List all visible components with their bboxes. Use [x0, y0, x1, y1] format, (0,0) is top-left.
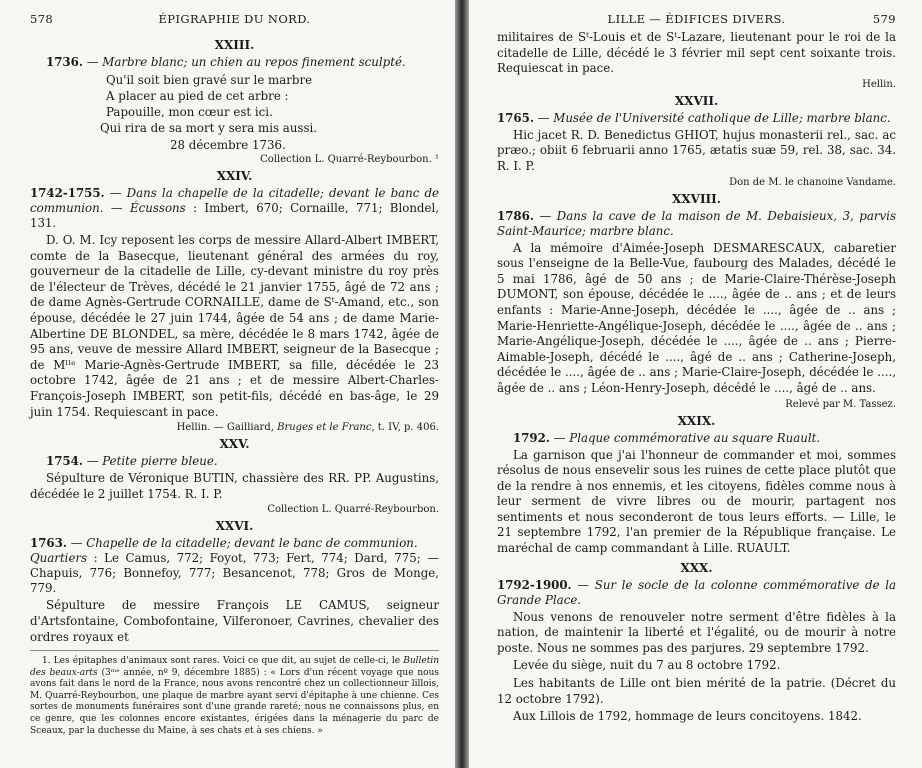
source-credit: Relevé par M. Tassez.	[785, 398, 896, 410]
section-xxviii	[497, 192, 896, 410]
entry-description: Petite pierre bleue.	[102, 454, 218, 469]
journal-title: Bulletin des beaux-arts	[30, 656, 439, 678]
entry-heading: 1736. — Marbre blanc; un chien au repos finement sculpté.	[46, 55, 406, 69]
section-xxvii	[497, 94, 896, 188]
source-credit: Don de M. le chanoine Vandame.	[729, 176, 896, 188]
entry-heading: 1763. — Chapelle de la citadelle; devant le banc de communion. Quartiers : Le Camus, 772; Foyot, 773; Fert, 774; Dard, 775; — Chapuis, 776; Bonnefoy, 777; Besancenot, 778; Gros de Monge, 779.	[30, 536, 439, 596]
entry-date: 1763.	[30, 536, 67, 551]
page-number-right: 579	[872, 12, 896, 26]
entry-description: Marbre blanc; un chien au repos finement sculpté.	[102, 55, 406, 69]
verse-line: Qui rira de sa mort y sera mis aussi.	[100, 121, 318, 135]
source-credit: Collection L. Quarré-Reybourbon. ¹	[260, 154, 439, 165]
entry-heading: 1786. — Dans la cave de la maison de M. Debaisieux, 3, parvis Saint-Maurice; marbre blanc.	[497, 208, 896, 238]
inscription-text: La garnison que j'ai l'honneur de commander et moi, sommes résolus de nous ensevelir sous les ruines de cette place plutôt que de la rendre à nos ennemis, et les citoyens, fidèles comme nous à leur serment de vivre libres ou de mourir, partagent nos sentiments et nous seconderont de tous leurs efforts. — Lille, le 21 septembre 1792, l'an premier de la République française. Le maréchal de camp commandant à Lille. RUAULT.	[497, 447, 896, 556]
subheading-label: Écussons	[130, 201, 186, 215]
book-title: Bruges et le Franc	[277, 422, 372, 434]
inscription-text: A la mémoire d'Aimée-Joseph DESMARESCAUX, cabaretier sous l'enseigne de la Belle-Vue, faubourg des Malades, décédé le 5 mai 1786, âgé de 50 ans ; de Marie-Claire-Thérèse-Joseph DUMONT, son épouse, décédée le ...., âgée de .. ans ; et de leurs enfants : Marie-Anne-Joseph, décédée le ...., âgée de .. ans ; Marie-Henriette-Angélique-Joseph, décédée le ...., âgée de .. ans ; Marie-Angélique-Joseph, décédée le ...., âgée de .. ans ; Pierre-Aimable-Joseph, décédé le ...., âgé de .. ans ; Catherine-Joseph, décédée le ...., âgée de .. ans ; Marie-Claire-Joseph, décédée le ...., âgée de .. ans ; Léon-Henry-Joseph, décédé le ...., âgé de .. ans.	[497, 240, 896, 395]
book-gutter	[455, 0, 469, 768]
entry-heading: 1742-1755. — Dans la chapelle de la citadelle; devant le banc de communion. — Écussons : Imbert, 670; Cornaille, 771; Blondel, 131.	[30, 186, 439, 230]
page-number-left: 578	[30, 12, 54, 26]
inscription-line: Aux Lillois de 1792, hommage de leurs concitoyens. 1842.	[513, 709, 862, 724]
section-number: XXV.	[219, 437, 250, 452]
verse-line: A placer au pied de cet arbre :	[106, 89, 289, 103]
inscription-text: Sépulture de Véronique BUTIN, chassière des RR. PP. Augustins, décédée le 2 juillet 1754. R. I. P.	[30, 471, 439, 501]
subheading-text: : Le Camus, 772; Foyot, 773; Fert, 774; Dard, 775; — Chapuis, 776; Bonnefoy, 777; Besancenot, 778; Gros de Monge, 779.	[30, 551, 439, 596]
entry-heading: 1754. — Petite pierre bleue.	[46, 454, 218, 469]
inscription-text: Sépulture de messire François LE CAMUS, seigneur d'Artsfontaine, Combofontaine, Vilferonoer, Cavrines, chevalier des ordres royaux et	[30, 598, 439, 644]
entry-date: 1792-1900.	[497, 577, 572, 592]
section-number: XXIX.	[677, 413, 716, 428]
verse-line: Papouille, mon cœur est ici.	[106, 105, 273, 119]
section-number: XXIII.	[214, 38, 255, 52]
inscription-line: Levée du siège, nuit du 7 au 8 octobre 1792.	[513, 658, 781, 673]
section-xxv	[30, 437, 439, 515]
inscription-text: militaires de Sᵗ-Louis et de Sᵗ-Lazare, lieutenant pour le roi de la citadelle de Lille, décédé le 3 février mil sept cent soixante trois. Requiescat in pace.	[497, 30, 896, 76]
running-head-title-right: LILLE — ÉDIFICES DIVERS.	[607, 12, 786, 26]
source-credit: Hellin.	[862, 78, 896, 90]
entry-description: Chapelle de la citadelle; devant le banc de communion.	[86, 536, 418, 551]
entry-date: 1786.	[497, 208, 534, 223]
section-number: XXIV.	[216, 169, 253, 183]
inscription-text: Les habitants de Lille ont bien mérité de la patrie. (Décret du 12 octobre 1792).	[497, 676, 896, 706]
section-number: XXVII.	[674, 93, 719, 108]
epitaph-verse	[100, 72, 439, 136]
running-head-title-left: ÉPIGRAPHIE DU NORD.	[158, 12, 311, 26]
inscription-text: D. O. M. Icy reposent les corps de messire Allard-Albert IMBERT, comte de la Basecque, lieutenant général des armées du roy, gouverneur de la citadelle de Lille, cy-devant ministre du roy près de l'électeur de Trèves, décédé le 21 janvier 1755, âgé de 72 ans ; de dame Agnès-Gertrude CORNAILLE, dame de Sᵗ-Amand, etc., son épouse, décédée le 27 juin 1744, âgée de 54 ans ; de dame Marie-Albertine DE BLONDEL, sa mère, décédée le 8 mars 1742, âgée de 95 ans, veuve de messire Allard IMBERT, seigneur de la Basecque ; de Mˡˡᵉ Marie-Agnès-Gertrude IMBERT, sa fille, décédée le 23 octobre 1742, âgée de 21 ans ; et de messire Albert-Charles-François-Joseph IMBERT, son petit-fils, décédé en bas-âge, le 29 juin 1754. Requiescant in pace.	[30, 233, 439, 419]
inscription-text: Hic jacet R. D. Benedictus GHIOT, hujus monasterii rel., sac. ac præo.; obiit 6 februarii anno 1765, ætatis suæ 59, rel. 38, sac. 34. R. I. P.	[497, 127, 896, 173]
section-number: XXVI.	[215, 519, 254, 534]
verse-line: Qu'il soit bien gravé sur le marbre	[106, 73, 313, 87]
section-xxx	[497, 561, 896, 725]
section-continuation	[497, 30, 896, 90]
entry-date: 1754.	[46, 454, 83, 469]
section-xxiv	[30, 169, 439, 433]
entry-date: 1792.	[513, 430, 550, 445]
subheading-label: Quartiers	[30, 551, 88, 566]
section-number: XXVIII.	[672, 191, 721, 206]
entry-description: Dans la chapelle de la citadelle; devant le banc de communion.	[30, 186, 439, 215]
entry-description: Plaque commémorative au square Ruault.	[569, 430, 821, 445]
subheading-text: : Imbert, 670; Cornaille, 771; Blondel, 131.	[30, 201, 439, 230]
entry-date: 1736.	[46, 55, 83, 69]
running-head-left	[30, 12, 439, 34]
entry-heading: 1765. — Musée de l'Université catholique de Lille; marbre blanc.	[497, 110, 891, 125]
inscription-text: Nous venons de renouveler notre serment d'être fidèles à la nation, de maintenir la liberté et l'égalité, ou de mourir à notre poste. Nous ne sommes pas des parjures. 29 septembre 1792.	[497, 609, 896, 655]
source-credit: Hellin. — Gailliard, Bruges et le Franc, t. IV, p. 406.	[176, 422, 439, 434]
epitaph-date: 28 décembre 1736.	[170, 138, 286, 152]
running-head-right	[497, 12, 896, 34]
section-xxvi	[30, 519, 439, 645]
entry-date: 1765.	[497, 110, 534, 125]
entry-heading: 1792-1900. — Sur le socle de la colonne commémorative de la Grande Place.	[497, 577, 896, 607]
entry-description: Musée de l'Université catholique de Lille; marbre blanc.	[553, 110, 891, 125]
right-page	[469, 0, 922, 768]
section-xxiii	[30, 38, 439, 165]
source-credit: Collection L. Quarré-Reybourbon.	[267, 504, 439, 516]
entry-description: Dans la cave de la maison de M. Debaisieux, 3, parvis Saint-Maurice; marbre blanc.	[497, 208, 896, 238]
entry-date: 1742-1755.	[30, 186, 105, 200]
left-page	[0, 0, 455, 768]
section-xxix	[497, 414, 896, 557]
footnote: 1. Les épitaphes d'animaux sont rares. Voici ce que dit, au sujet de celle-ci, le Bulletin des beaux-arts (3ᵐᵉ année, nº 9, décembre 1885) : « Lors d'un récent voyage que nous avons fait dans le nord de la France, nous avons rencontré chez un collectionneur lillois, M. Quarré-Reybourbon, une plaque de marbre ayant servi d'épitaphe à une chienne. Ces sortes de monuments funéraires sont d'une grande rareté; nous ne connaissons plus, en ce genre, que les colonnes encore existantes, érigées dans la ménagerie du parc de Sceaux, par la duchesse du Maine, à ses chats et à ses chiens. »	[30, 650, 439, 737]
entry-heading: 1792. — Plaque commémorative au square Ruault.	[513, 430, 821, 445]
entry-description: Sur le socle de la colonne commémorative de la Grande Place.	[497, 577, 896, 607]
section-number: XXX.	[680, 560, 713, 575]
